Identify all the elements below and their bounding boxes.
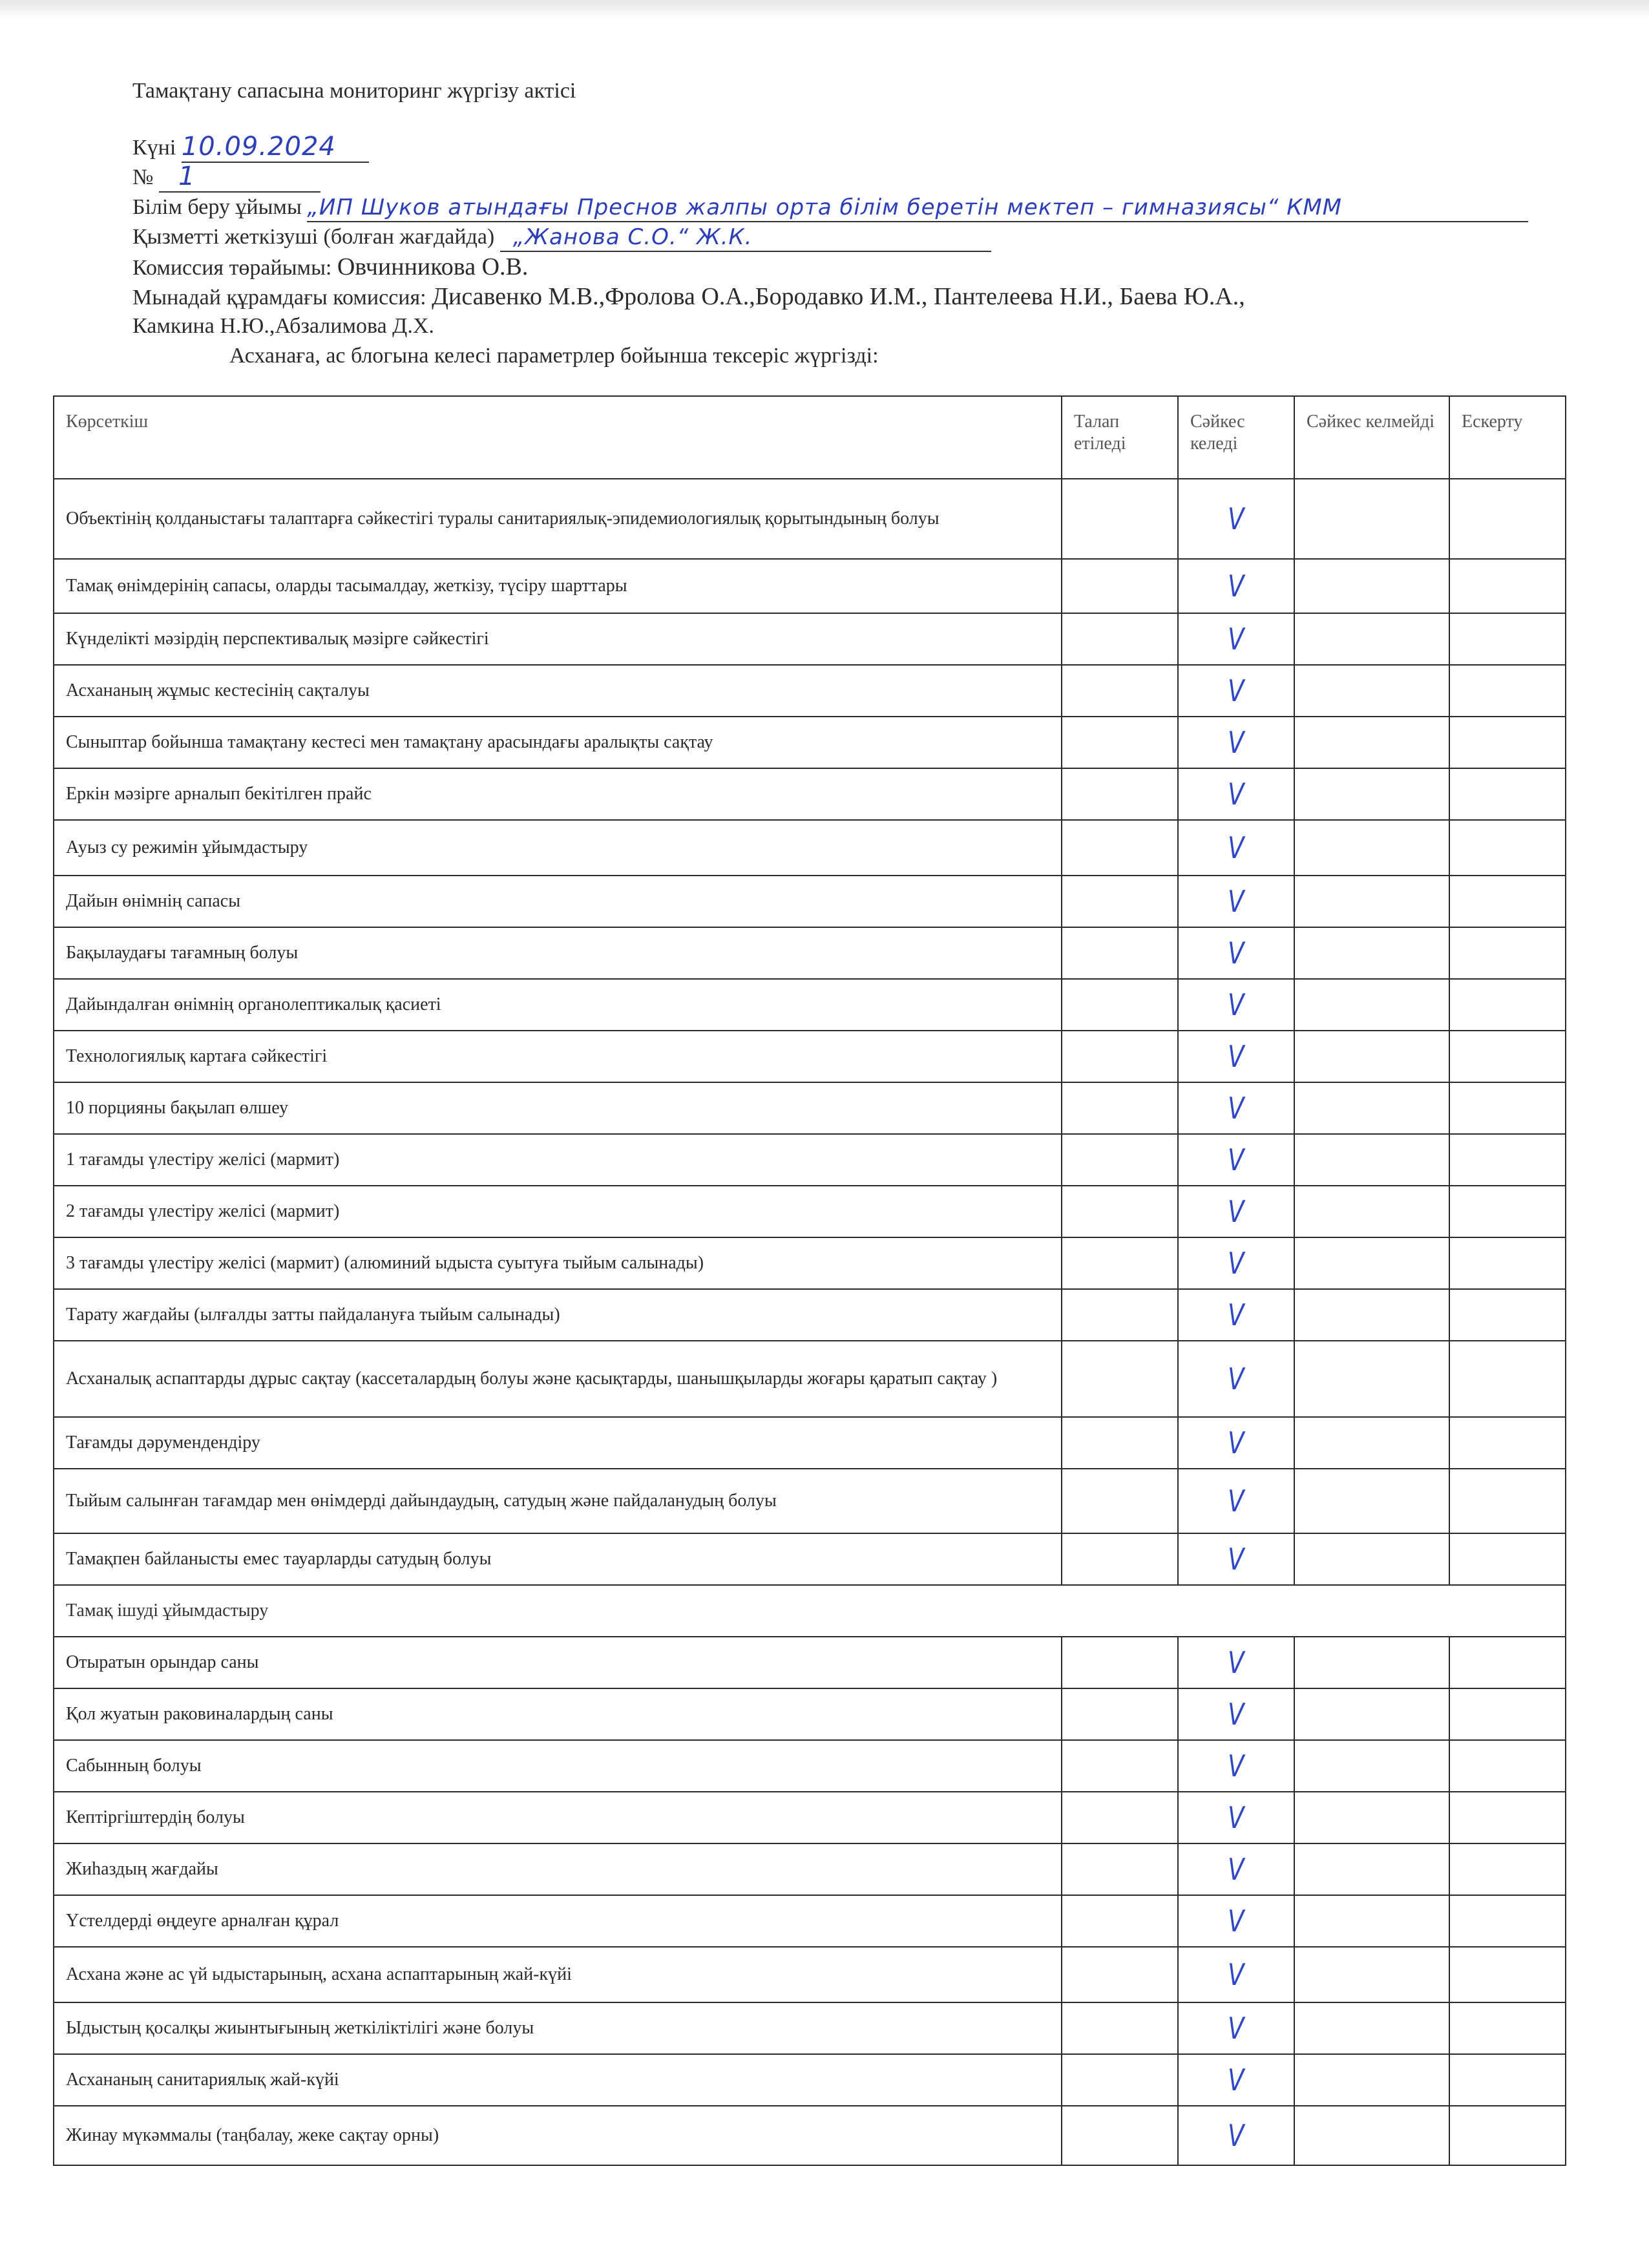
table-row	[54, 1082, 1566, 1134]
noncompliant-cell	[1294, 1134, 1449, 1186]
compliant-cell	[1178, 1843, 1294, 1895]
check-mark: V	[1228, 724, 1245, 760]
noncompliant-cell	[1294, 1186, 1449, 1237]
check-mark: V	[1228, 1245, 1245, 1281]
indicator-cell: Тыйым салынған тағамдар мен өнімдерді дайындаудың, сатудың және пайдаланудың болуы	[54, 1469, 1062, 1533]
check-mark: V	[1228, 1425, 1245, 1460]
check-mark: V	[1228, 1644, 1245, 1680]
check-mark: V	[1228, 1038, 1245, 1074]
note-cell	[1449, 1792, 1566, 1843]
noncompliant-cell	[1294, 613, 1449, 665]
act-header	[132, 76, 1586, 371]
note-cell	[1449, 1533, 1566, 1585]
note-cell	[1449, 820, 1566, 876]
note-cell	[1449, 927, 1566, 979]
indicator-cell: Кептіргіштердің болуы	[54, 1792, 1062, 1843]
required-cell	[1062, 2002, 1178, 2054]
required-cell	[1062, 559, 1178, 613]
note-cell	[1449, 1341, 1566, 1417]
compliant-cell	[1178, 1082, 1294, 1134]
check-mark: V	[1228, 1297, 1245, 1332]
check-mark: V	[1228, 1090, 1245, 1126]
required-cell	[1062, 2054, 1178, 2106]
check-mark: V	[1228, 883, 1245, 919]
header-required: Талап етіледі	[1062, 396, 1178, 479]
check-mark: V	[1228, 673, 1245, 708]
note-cell	[1449, 1688, 1566, 1740]
provider-value: „Жанова С.О.“ Ж.К.	[512, 224, 753, 250]
noncompliant-cell	[1294, 1237, 1449, 1289]
required-cell	[1062, 1688, 1178, 1740]
noncompliant-cell	[1294, 1792, 1449, 1843]
required-cell	[1062, 1947, 1178, 2002]
table-row	[54, 1533, 1566, 1585]
required-cell	[1062, 1740, 1178, 1792]
table-row	[54, 1289, 1566, 1341]
compliant-cell	[1178, 1469, 1294, 1533]
note-cell	[1449, 1134, 1566, 1186]
required-cell	[1062, 613, 1178, 665]
compliant-cell	[1178, 820, 1294, 876]
check-mark: V	[1228, 1541, 1245, 1577]
members-value-2: Камкина Н.Ю.,Абзалимова Д.Х.	[132, 314, 434, 338]
provider-line	[132, 222, 1586, 252]
noncompliant-cell	[1294, 1469, 1449, 1533]
noncompliant-cell	[1294, 2002, 1449, 2054]
note-cell	[1449, 2002, 1566, 2054]
table-row	[54, 1186, 1566, 1237]
org-label: Білім беру ұйымы	[132, 195, 302, 219]
compliant-cell	[1178, 979, 1294, 1031]
indicator-cell: Ыдыстың қосалқы жиынтығының жеткіліктілігі және болуы	[54, 2002, 1062, 2054]
table-row	[54, 2002, 1566, 2054]
noncompliant-cell	[1294, 1417, 1449, 1469]
note-cell	[1449, 1289, 1566, 1341]
check-mark: V	[1228, 1957, 1245, 1992]
required-cell	[1062, 1341, 1178, 1417]
required-cell	[1062, 1134, 1178, 1186]
indicator-cell: Сыныптар бойынша тамақтану кестесі мен тамақтану арасындағы аралықты сақтау	[54, 717, 1062, 768]
compliant-cell	[1178, 717, 1294, 768]
required-cell	[1062, 820, 1178, 876]
table-row	[54, 613, 1566, 665]
document-title: Тамақтану сапасына мониторинг жүргізу актісі	[132, 79, 576, 103]
compliant-cell	[1178, 559, 1294, 613]
header-noncompliant: Сәйкес келмейді	[1294, 396, 1449, 479]
date-label: Күні	[132, 136, 176, 160]
required-cell	[1062, 1792, 1178, 1843]
indicator-cell: 1 тағамды үлестіру желісі (мармит)	[54, 1134, 1062, 1186]
table-row	[54, 717, 1566, 768]
table-row	[54, 1637, 1566, 1688]
table-row	[54, 2054, 1566, 2106]
required-cell	[1062, 1289, 1178, 1341]
noncompliant-cell	[1294, 1947, 1449, 2002]
table-row	[54, 1469, 1566, 1533]
noncompliant-cell	[1294, 1533, 1449, 1585]
noncompliant-cell	[1294, 479, 1449, 559]
required-cell	[1062, 2106, 1178, 2165]
table-row	[54, 1895, 1566, 1947]
compliant-cell	[1178, 1341, 1294, 1417]
indicator-cell: Технологиялық картаға сәйкестігі	[54, 1031, 1062, 1082]
check-mark: V	[1228, 1142, 1245, 1177]
intro-line	[132, 341, 1586, 371]
table-row	[54, 479, 1566, 559]
note-cell	[1449, 1417, 1566, 1469]
required-cell	[1062, 665, 1178, 717]
required-cell	[1062, 1637, 1178, 1688]
check-mark: V	[1228, 1748, 1245, 1783]
required-cell	[1062, 876, 1178, 927]
inspection-table	[53, 395, 1566, 2166]
note-cell	[1449, 613, 1566, 665]
indicator-cell: Күнделікті мәзірдің перспективалық мәзірге сәйкестігі	[54, 613, 1062, 665]
compliant-cell	[1178, 876, 1294, 927]
chair-value: Овчинникова О.В.	[337, 253, 529, 280]
compliant-cell	[1178, 1792, 1294, 1843]
check-mark: V	[1228, 1696, 1245, 1732]
check-mark: V	[1228, 1851, 1245, 1887]
compliant-cell	[1178, 2002, 1294, 2054]
compliant-cell	[1178, 2106, 1294, 2165]
noncompliant-cell	[1294, 927, 1449, 979]
check-mark: V	[1228, 2010, 1245, 2046]
note-cell	[1449, 717, 1566, 768]
required-cell	[1062, 717, 1178, 768]
check-mark: V	[1228, 2117, 1245, 2153]
compliant-cell	[1178, 1637, 1294, 1688]
note-cell	[1449, 1740, 1566, 1792]
compliant-cell	[1178, 665, 1294, 717]
org-line	[132, 193, 1586, 222]
check-mark: V	[1228, 621, 1245, 656]
table-row	[54, 1134, 1566, 1186]
table-header-row	[54, 396, 1566, 479]
check-mark: V	[1228, 776, 1245, 812]
noncompliant-cell	[1294, 1031, 1449, 1082]
members-label: Мынадай құрамдағы комиссия:	[132, 286, 426, 310]
note-cell	[1449, 2054, 1566, 2106]
indicator-cell: Дайын өнімнің сапасы	[54, 876, 1062, 927]
noncompliant-cell	[1294, 1843, 1449, 1895]
provider-label: Қызметті жеткізуші (болған жағдайда)	[132, 225, 495, 249]
noncompliant-cell	[1294, 1740, 1449, 1792]
header-note: Ескерту	[1449, 396, 1566, 479]
table-row	[54, 559, 1566, 613]
table-row	[54, 979, 1566, 1031]
header-indicator: Көрсеткіш	[54, 396, 1062, 479]
check-mark: V	[1228, 1361, 1245, 1396]
date-line	[132, 133, 1586, 163]
note-cell	[1449, 1843, 1566, 1895]
compliant-cell	[1178, 1947, 1294, 2002]
compliant-cell	[1178, 1688, 1294, 1740]
compliant-cell	[1178, 1895, 1294, 1947]
compliant-cell	[1178, 1186, 1294, 1237]
indicator-cell: Тағамды дәрумендендіру	[54, 1417, 1062, 1469]
indicator-cell: Дайындалған өнімнің органолептикалық қасиеті	[54, 979, 1062, 1031]
indicator-cell: Қол жуатын раковиналардың саны	[54, 1688, 1062, 1740]
date-field	[182, 134, 369, 163]
indicator-cell: Сабынның болуы	[54, 1740, 1062, 1792]
compliant-cell	[1178, 479, 1294, 559]
header-compliant: Сәйкес келеді	[1178, 396, 1294, 479]
note-cell	[1449, 1082, 1566, 1134]
noncompliant-cell	[1294, 1289, 1449, 1341]
indicator-cell: Бақылаудағы тағамның болуы	[54, 927, 1062, 979]
noncompliant-cell	[1294, 665, 1449, 717]
number-value: 1	[178, 162, 196, 191]
noncompliant-cell	[1294, 1895, 1449, 1947]
noncompliant-cell	[1294, 1637, 1449, 1688]
indicator-cell: Тарату жағдайы (ылғалды затты пайдалануға тыйым салынады)	[54, 1289, 1062, 1341]
org-field	[307, 194, 1528, 222]
check-mark: V	[1228, 1193, 1245, 1229]
compliant-cell	[1178, 1533, 1294, 1585]
members-line-2	[132, 311, 1586, 341]
table-row	[54, 665, 1566, 717]
members-line	[132, 282, 1586, 311]
check-mark: V	[1228, 568, 1245, 604]
compliant-cell	[1178, 1417, 1294, 1469]
table-row	[54, 1947, 1566, 2002]
indicator-cell: Объектінің қолданыстағы талаптарға сәйкестігі туралы санитариялық-эпидемиологиялық қорытындының болуы	[54, 479, 1062, 559]
table-section	[54, 1585, 1566, 1637]
provider-field	[500, 224, 991, 252]
table-row	[54, 1792, 1566, 1843]
indicator-cell: Асханалық аспаптарды дұрыс сақтау (кассеталардың болуы және қасықтарды, шанышқыларды жоғары қаратып сақтау )	[54, 1341, 1062, 1417]
number-line	[132, 163, 1586, 193]
table-row	[54, 876, 1566, 927]
compliant-cell	[1178, 927, 1294, 979]
indicator-cell: Еркін мәзірге арналып бекітілген прайс	[54, 768, 1062, 820]
check-mark: V	[1228, 830, 1245, 865]
table-row	[54, 1341, 1566, 1417]
noncompliant-cell	[1294, 1688, 1449, 1740]
check-mark: V	[1228, 1483, 1245, 1518]
note-cell	[1449, 479, 1566, 559]
indicator-cell: 3 тағамды үлестіру желісі (мармит) (алюминий ыдыста суытуға тыйым салынады)	[54, 1237, 1062, 1289]
org-value: „ИП Шуков атындағы Преснов жалпы орта білім беретін мектеп – гимназиясы“ КММ	[307, 194, 1343, 220]
noncompliant-cell	[1294, 820, 1449, 876]
intro-text: Асханаға, ас блогына келесі параметрлер бойынша тексеріс жүргізді:	[229, 344, 879, 368]
noncompliant-cell	[1294, 1082, 1449, 1134]
members-value: Дисавенко М.В.,Фролова О.А.,Бородавко И.М., Пантелеева Н.И., Баева Ю.А.,	[432, 283, 1245, 310]
table-row	[54, 820, 1566, 876]
table-row	[54, 768, 1566, 820]
indicator-cell: Асхананың жұмыс кестесінің сақталуы	[54, 665, 1062, 717]
compliant-cell	[1178, 768, 1294, 820]
noncompliant-cell	[1294, 2054, 1449, 2106]
note-cell	[1449, 876, 1566, 927]
table-row	[54, 1688, 1566, 1740]
table-body-main	[54, 479, 1566, 1585]
required-cell	[1062, 1186, 1178, 1237]
table-row	[54, 1843, 1566, 1895]
required-cell	[1062, 1469, 1178, 1533]
noncompliant-cell	[1294, 2106, 1449, 2165]
date-value: 10.09.2024	[181, 132, 336, 162]
noncompliant-cell	[1294, 559, 1449, 613]
note-cell	[1449, 1237, 1566, 1289]
note-cell	[1449, 1031, 1566, 1082]
indicator-cell: Асхана және ас үй ыдыстарының, асхана аспаптарының жай-күйі	[54, 1947, 1062, 2002]
check-mark: V	[1228, 2062, 1245, 2097]
indicator-cell: 10 порцияны бақылап өлшеу	[54, 1082, 1062, 1134]
compliant-cell	[1178, 1031, 1294, 1082]
check-mark: V	[1228, 935, 1245, 971]
note-cell	[1449, 1637, 1566, 1688]
noncompliant-cell	[1294, 768, 1449, 820]
indicator-cell: Отыратын орындар саны	[54, 1637, 1062, 1688]
required-cell	[1062, 1237, 1178, 1289]
required-cell	[1062, 1843, 1178, 1895]
indicator-cell: Тамақ өнімдерінің сапасы, оларды тасымалдау, жеткізу, түсіру шарттары	[54, 559, 1062, 613]
note-cell	[1449, 979, 1566, 1031]
indicator-cell: Жинау мүкәммалы (таңбалау, жеке сақтау орны)	[54, 2106, 1062, 2165]
indicator-cell: 2 тағамды үлестіру желісі (мармит)	[54, 1186, 1062, 1237]
table-body-section	[54, 1637, 1566, 2165]
compliant-cell	[1178, 1237, 1294, 1289]
required-cell	[1062, 927, 1178, 979]
table-row	[54, 927, 1566, 979]
required-cell	[1062, 1533, 1178, 1585]
scan-edge-shade	[0, 0, 1649, 18]
number-field	[159, 163, 320, 193]
table-row	[54, 1740, 1566, 1792]
check-mark: V	[1228, 1903, 1245, 1938]
note-cell	[1449, 1186, 1566, 1237]
required-cell	[1062, 1895, 1178, 1947]
section-row	[54, 1585, 1566, 1637]
noncompliant-cell	[1294, 1341, 1449, 1417]
required-cell	[1062, 1082, 1178, 1134]
note-cell	[1449, 2106, 1566, 2165]
number-label: №	[132, 165, 154, 189]
chair-label: Комиссия төрайымы:	[132, 256, 332, 280]
indicator-cell: Жиһаздың жағдайы	[54, 1843, 1062, 1895]
required-cell	[1062, 479, 1178, 559]
table-row	[54, 1031, 1566, 1082]
noncompliant-cell	[1294, 876, 1449, 927]
note-cell	[1449, 1895, 1566, 1947]
indicator-cell: Үстелдерді өңдеуге арналған құрал	[54, 1895, 1062, 1947]
note-cell	[1449, 768, 1566, 820]
indicator-cell: Тамақпен байланысты емес тауарларды сатудың болуы	[54, 1533, 1062, 1585]
note-cell	[1449, 1947, 1566, 2002]
indicator-cell: Асхананың санитариялық жай-күйі	[54, 2054, 1062, 2106]
check-mark: V	[1228, 987, 1245, 1022]
noncompliant-cell	[1294, 717, 1449, 768]
compliant-cell	[1178, 1134, 1294, 1186]
noncompliant-cell	[1294, 979, 1449, 1031]
required-cell	[1062, 1417, 1178, 1469]
compliant-cell	[1178, 1740, 1294, 1792]
compliant-cell	[1178, 613, 1294, 665]
required-cell	[1062, 1031, 1178, 1082]
compliant-cell	[1178, 2054, 1294, 2106]
indicator-cell: Ауыз су режимін ұйымдастыру	[54, 820, 1062, 876]
note-cell	[1449, 1469, 1566, 1533]
section-title: Тамақ ішуді ұйымдастыру	[54, 1585, 1566, 1637]
required-cell	[1062, 979, 1178, 1031]
chair-line	[132, 252, 1586, 282]
note-cell	[1449, 559, 1566, 613]
table-row	[54, 1237, 1566, 1289]
check-mark: V	[1228, 501, 1245, 536]
required-cell	[1062, 768, 1178, 820]
compliant-cell	[1178, 1289, 1294, 1341]
note-cell	[1449, 665, 1566, 717]
table-row	[54, 2106, 1566, 2165]
check-mark: V	[1228, 1800, 1245, 1835]
table-row	[54, 1417, 1566, 1469]
